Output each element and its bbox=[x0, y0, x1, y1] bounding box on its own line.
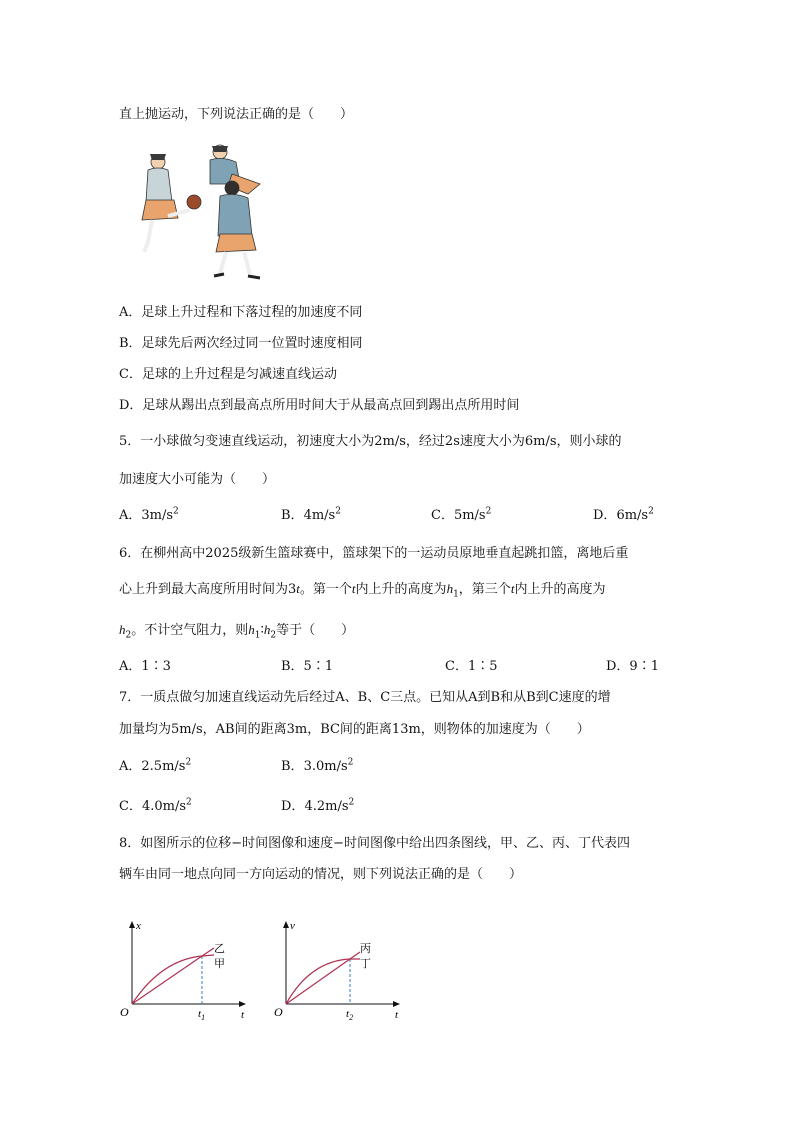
q6-option-c: C．1∶5 bbox=[445, 659, 498, 674]
x-axis bbox=[132, 1001, 246, 1007]
q6-line-1: 6．在柳州高中2025级新生篮球赛中，篮球架下的一运动员原地垂直起跳扣篮，离地后重 bbox=[119, 546, 629, 561]
football-players-illustration bbox=[128, 140, 268, 282]
x-t-label-yi: 乙 bbox=[214, 942, 225, 955]
q7-option-b: B．$3.0m/s^2$ bbox=[281, 757, 354, 774]
x-t-origin: O bbox=[120, 1005, 129, 1019]
q5-line-2: 加速度大小可能为（ ） bbox=[119, 472, 276, 487]
q7-option-d: D．$4.2m/s^2$ bbox=[281, 797, 355, 814]
q5-option-b: B．$4m/s^2$ bbox=[281, 506, 341, 523]
q5-option-c: C．$5m/s^2$ bbox=[431, 506, 492, 523]
q4-stem-tail: 直上抛运动，下列说法正确的是（ ） bbox=[119, 107, 354, 122]
v-t-y-label: v bbox=[290, 920, 295, 932]
q7-line-1: 7．一质点做匀加速直线运动先后经过A、B、C三点。已知从A到B和从B到C速度的增 bbox=[119, 690, 611, 705]
y-axis bbox=[129, 921, 135, 1004]
v-t-graph bbox=[270, 915, 410, 1023]
y-axis bbox=[283, 921, 289, 1004]
q7-option-a: A．$2.5m/s^2$ bbox=[119, 757, 192, 774]
q5-option-a: A．$3m/s^2$ bbox=[119, 506, 179, 523]
x-t-tick-t1: $t_1$ bbox=[198, 1008, 206, 1022]
x-t-x-label: t bbox=[241, 1009, 245, 1021]
v-t-label-bing: 丙 bbox=[360, 942, 371, 955]
v-t-origin: O bbox=[274, 1005, 283, 1019]
v-t-curve-ding bbox=[286, 959, 360, 1004]
q8-line-1: 8．如图所示的位移−时间图像和速度−时间图像中给出四条图线，甲、乙、丙、丁代表四 bbox=[119, 836, 631, 851]
q4-option-d: D．足球从踢出点到最高点所用时间大于从最高点回到踢出点所用时间 bbox=[119, 398, 520, 413]
q6-option-d: D．9∶1 bbox=[606, 659, 659, 674]
v-t-tick-t2: $t_2$ bbox=[346, 1008, 354, 1022]
q6-option-a: A．1∶3 bbox=[119, 659, 171, 674]
q5-option-d: D．$6m/s^2$ bbox=[593, 506, 654, 523]
x-t-label-jia: 甲 bbox=[214, 957, 225, 970]
q7-option-c: C．$4.0m/s^2$ bbox=[119, 797, 192, 814]
q4-option-c: C．足球的上升过程是匀减速直线运动 bbox=[119, 367, 337, 382]
q7-line-2: 加量均为5m/s，AB间的距离3m，BC间的距离13m，则物体的加速度为（ ） bbox=[119, 722, 590, 737]
x-axis bbox=[286, 1001, 400, 1007]
q8-line-2: 辆车由同一地点向同一方向运动的情况，则下列说法正确的是（ ） bbox=[119, 867, 523, 882]
x-t-y-label: x bbox=[136, 920, 141, 932]
v-t-x-label: t bbox=[395, 1009, 399, 1021]
x-t-graph bbox=[116, 915, 256, 1023]
q5-line-1: 5．一小球做匀变速直线运动，初速度大小为2m/s，经过2s速度大小为6m/s，则小球的 bbox=[119, 434, 622, 449]
q4-option-a: A．足球上升过程和下落过程的加速度不同 bbox=[119, 305, 363, 320]
q4-option-b: B．足球先后两次经过同一位置时速度相同 bbox=[119, 336, 363, 351]
q6-option-b: B．5∶1 bbox=[281, 659, 334, 674]
q6-line-3: $h_2$。不计空气阻力，则$h_1∶h_2$等于（ ） bbox=[119, 622, 355, 641]
v-t-line-bing bbox=[286, 952, 360, 1004]
v-t-label-ding: 丁 bbox=[360, 957, 371, 970]
q6-line-2: 心上升到最大高度所用时间为3t。第一个t内上升的高度为$h_1$，第三个t内上升的高度为 bbox=[119, 581, 606, 600]
